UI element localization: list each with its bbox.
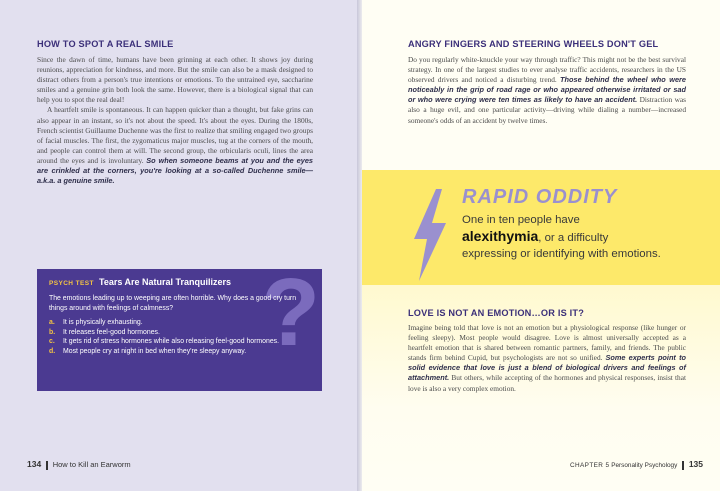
folio-right	[570, 459, 703, 470]
section-heading-love: LOVE IS NOT AN EMOTION…OR IS IT?	[408, 308, 585, 318]
option-text: It gets rid of stress hormones while also releasing feel-good hormones.	[63, 338, 280, 346]
chapter-title: Personality Psychology	[611, 462, 678, 469]
paragraph	[37, 105, 313, 186]
option-letter: b.	[49, 328, 56, 336]
question-mark-icon: ?	[261, 259, 320, 366]
psych-test-box	[37, 259, 322, 391]
section-heading-real-smile: HOW TO SPOT A REAL SMILE	[37, 39, 174, 49]
folio-divider	[682, 461, 684, 470]
paragraph: Since the dawn of time, humans have been grinning at each other. It shows joy during reunions, appreciation for kindness, and more. But the smile can also be a mask designed to distract others from a person's true intentions or emotions. To the untrained eye, saccharine smiles and a genuine grin both look the same. However, there is a biological signal that can help you to spot the real deal!	[37, 55, 313, 105]
oddity-keyword: alexithymia	[462, 227, 539, 244]
folio-left	[27, 459, 131, 470]
option-item	[49, 337, 311, 347]
page-number: 134	[27, 459, 42, 469]
lightning-bolt-icon	[410, 189, 450, 281]
page-number: 135	[688, 459, 703, 469]
paragraph	[408, 55, 686, 126]
psych-test-options	[49, 318, 311, 356]
option-item	[49, 328, 311, 338]
emphasis-text: Those behind the wheel who were noticeably in the grip of road rage or who appeared otherwise irritated or sad or who were crying were ten times as likely to have an accident.	[408, 75, 686, 105]
psych-test-title: Tears Are Natural Tranquilizers	[99, 277, 232, 287]
option-text: Most people cry at night in bed when they're sleepy anyway.	[63, 347, 247, 355]
option-text: It is physically exhausting.	[63, 319, 143, 326]
psych-test-label: PSYCH TEST	[49, 280, 94, 287]
chapter-label: CHAPTER 5	[569, 462, 610, 469]
option-letter: a.	[49, 319, 55, 326]
paragraph	[408, 323, 686, 394]
option-item	[49, 347, 311, 357]
left-page	[0, 0, 359, 491]
option-item	[49, 318, 311, 328]
love-body	[408, 323, 686, 394]
book-title: How to Kill an Earworm	[52, 460, 131, 469]
section-heading-angry-fingers: ANGRY FINGERS AND STEERING WHEELS DON'T GEL	[408, 39, 659, 49]
option-text: It releases feel-good hormones.	[63, 328, 160, 336]
paragraph-text: Distraction was also a huge evil, and one particular activity—driving while dialing a number—increased someone's odds of an accident by twelve times.	[408, 95, 686, 125]
right-page	[362, 0, 720, 491]
emphasis-text: Some experts point to solid evidence that love is just a blend of biological drivers and feelings of attachment.	[408, 353, 686, 383]
option-letter: d.	[49, 347, 56, 355]
paragraph-text: Imagine being told that love is not an emotion but a physiological response (like hunger or feeling sleepy). Most people would disagree. Love is almost universally accepted as a heartfelt emotion that is shared between romantic partners, family, and friends. The public stands firm behind Cupid, but psychologists are not so unified.	[408, 323, 686, 363]
paragraph-text: A heartfelt smile is spontaneous. It can happen quicker than a thought, but fake grins can also appear in an instant, so it's not about the speed. It's about the eyes. During the 1800s, French scientist Guillaume Duchenne was the first to realize that smiling engaged two groups of facial muscles. The first, the zygomaticus major muscles, tug at the corners of the mouth, and people can control them at will. The second group, the orbicularis oculi, lines the area around the eyes and is involuntary.	[37, 105, 313, 165]
psych-test-question: The emotions leading up to weeping are often horrible. Why does a good cry turn things around with feelings of calmness?	[49, 295, 297, 312]
folio-divider	[46, 461, 48, 470]
oddity-text-start: One in ten people have	[462, 214, 580, 226]
option-letter: c.	[49, 338, 55, 346]
angry-fingers-body	[408, 55, 686, 126]
real-smile-body	[37, 55, 313, 186]
paragraph-text: Do you regularly white-knuckle your way through traffic? This might not be the best survival strategy. In one of the largest studies to ever analyse traffic accidents, researchers in the US observed drivers and noticed a disturbing trend.	[408, 55, 686, 85]
rapid-oddity-title: RAPID ODDITY	[462, 186, 618, 208]
paragraph-text: But others, while accepting of the hormones and physical responses, insist that love is also a very complex emotion.	[408, 373, 687, 393]
oddity-text-end: , or a difficulty expressing or identifying with emotions.	[462, 231, 661, 260]
emphasis-text: So when someone beams at you and the eyes are crinkled at the corners, you're looking at a so-called Duchenne smile—a.k.a. a genuine smile.	[37, 155, 313, 186]
rapid-oddity-text	[462, 213, 662, 262]
